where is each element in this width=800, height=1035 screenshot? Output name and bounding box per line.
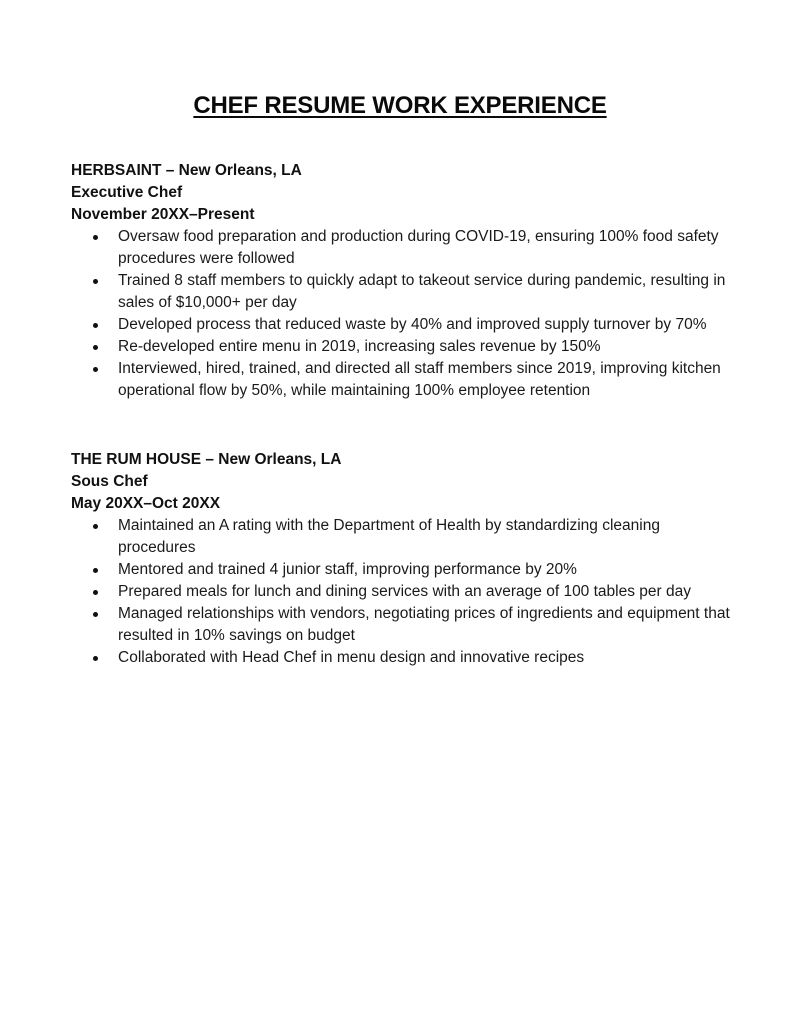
bullet-icon bbox=[93, 612, 98, 617]
list-item bbox=[71, 647, 738, 669]
bullet-icon bbox=[93, 568, 98, 573]
job-dates: November 20XX–Present bbox=[71, 206, 255, 223]
list-item bbox=[71, 581, 738, 603]
bullet-text: Developed process that reduced waste by 40% and improved supply turnover by 70% bbox=[118, 316, 707, 333]
list-item bbox=[71, 515, 738, 559]
bullet-icon bbox=[93, 524, 98, 529]
bullet-text: Re-developed entire menu in 2019, increasing sales revenue by 150% bbox=[118, 338, 601, 355]
bullet-icon bbox=[93, 590, 98, 595]
bullet-icon bbox=[93, 367, 98, 372]
bullet-text: Prepared meals for lunch and dining services with an average of 100 tables per day bbox=[118, 583, 691, 600]
list-item bbox=[71, 314, 738, 336]
job-entry-herbsaint bbox=[71, 160, 751, 402]
employer-location: THE RUM HOUSE – New Orleans, LA bbox=[71, 451, 342, 468]
job-dates: May 20XX–Oct 20XX bbox=[71, 495, 221, 512]
employer-location: HERBSAINT – New Orleans, LA bbox=[71, 162, 302, 179]
list-item bbox=[71, 336, 738, 358]
bullet-text: Collaborated with Head Chef in menu design and innovative recipes bbox=[118, 649, 585, 666]
bullet-text: Oversaw food preparation and production during COVID-19, ensuring 100% food safety procedures were followed bbox=[118, 228, 719, 267]
list-item bbox=[71, 358, 738, 402]
list-item bbox=[71, 270, 738, 314]
list-item bbox=[71, 559, 738, 581]
bullet-text: Maintained an A rating with the Department of Health by standardizing cleaning procedures bbox=[118, 517, 660, 556]
job-position: Sous Chef bbox=[71, 473, 148, 490]
bullet-icon bbox=[93, 656, 98, 661]
job-entry-rum-house bbox=[71, 449, 751, 669]
bullet-text: Managed relationships with vendors, negotiating prices of ingredients and equipment that resulted in 10% savings on budget bbox=[118, 605, 730, 644]
bullet-icon bbox=[93, 323, 98, 328]
job-position: Executive Chef bbox=[71, 184, 183, 201]
bullet-icon bbox=[93, 345, 98, 350]
bullet-text: Mentored and trained 4 junior staff, improving performance by 20% bbox=[118, 561, 577, 578]
bullet-icon bbox=[93, 279, 98, 284]
achievement-list bbox=[71, 515, 751, 669]
achievement-list bbox=[71, 226, 751, 402]
list-item bbox=[71, 226, 738, 270]
page-title: CHEF RESUME WORK EXPERIENCE bbox=[193, 92, 607, 119]
bullet-icon bbox=[93, 235, 98, 240]
bullet-text: Trained 8 staff members to quickly adapt to takeout service during pandemic, resulting in sales of $10,000+ per day bbox=[118, 272, 726, 311]
bullet-text: Interviewed, hired, trained, and directed all staff members since 2019, improving kitchen operational flow by 50%, while maintaining 100% employee retention bbox=[118, 360, 721, 399]
list-item bbox=[71, 603, 738, 647]
